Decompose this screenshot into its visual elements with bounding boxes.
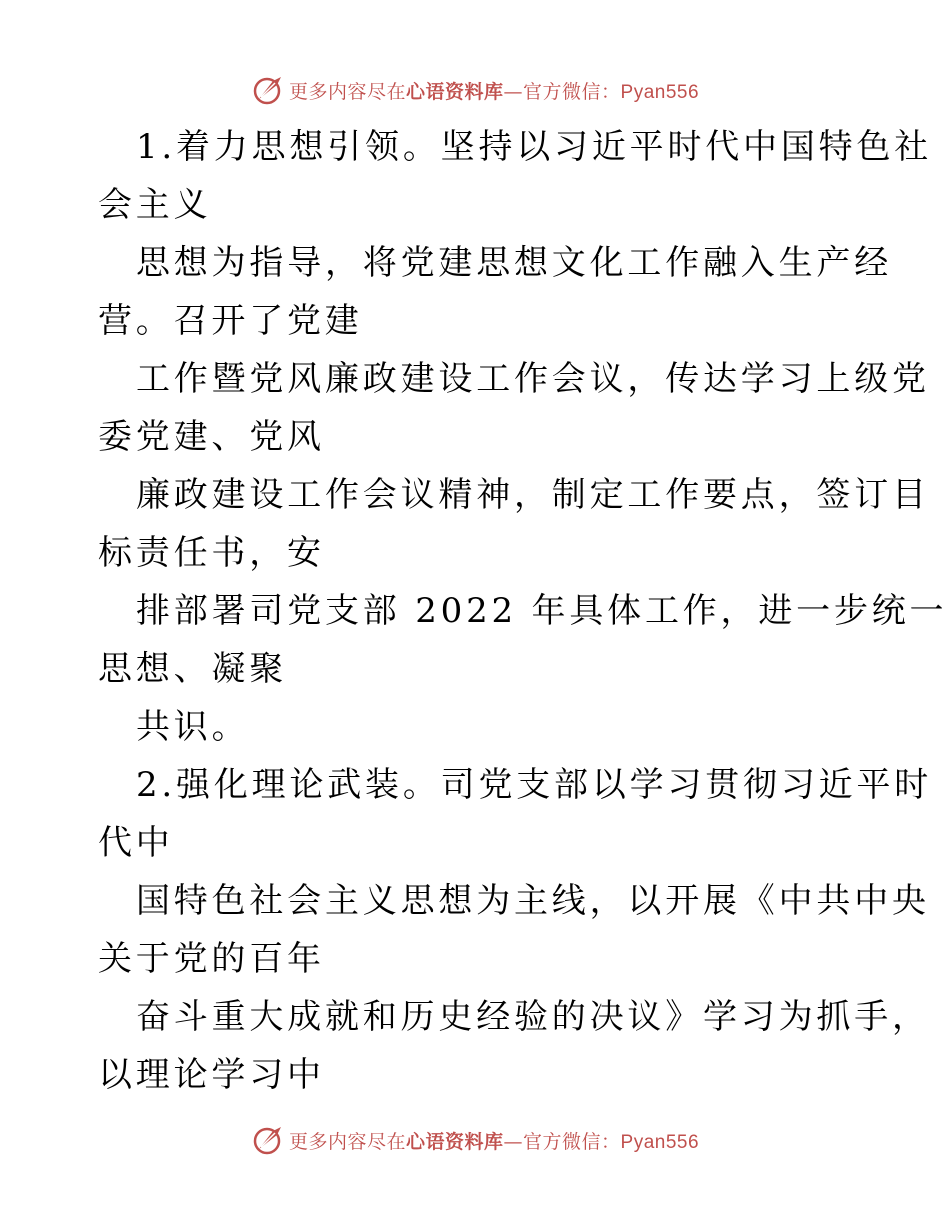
watermark-text <box>289 77 699 104</box>
paragraph <box>98 234 892 350</box>
paragraph <box>98 756 933 872</box>
watermark-account: Pyan556 <box>620 81 700 103</box>
paragraph <box>98 466 930 582</box>
watermark-brand: 心语资料库 <box>405 1130 504 1153</box>
paragraph <box>98 582 948 698</box>
text-line: 国特色社会主义思想为主线，以开展《中共中央 <box>136 881 930 921</box>
text-line: 共识。 <box>136 707 250 747</box>
paragraph <box>98 350 930 466</box>
paragraph <box>98 988 930 1104</box>
text-line: 奋斗重大成就和历史经验的决议》学习为抓手， <box>136 997 930 1037</box>
document-body <box>98 118 948 1104</box>
paragraph <box>98 698 858 756</box>
text-line: 委党建、党风 <box>98 417 325 457</box>
text-line: 思想为指导，将党建思想文化工作融入生产经 <box>136 243 892 283</box>
watermark-suffix: —官方微信： <box>503 80 621 103</box>
feather-pen-logo-icon <box>251 1123 285 1157</box>
text-line: 1.着力思想引领。坚持以习近平时代中国特色社 <box>136 127 933 167</box>
text-line: 营。召开了党建 <box>98 301 363 341</box>
text-line: 排部署司党支部 2022 年具体工作，进一步统一 <box>136 591 948 631</box>
text-line: 代中 <box>98 823 174 863</box>
text-line: 会主义 <box>98 185 212 225</box>
watermark-brand: 心语资料库 <box>405 80 504 103</box>
paragraph <box>98 872 930 988</box>
watermark-footer <box>0 1120 950 1160</box>
text-line: 思想、凝聚 <box>98 649 287 689</box>
watermark-account: Pyan556 <box>620 1131 700 1153</box>
text-line: 以理论学习中 <box>98 1055 325 1095</box>
watermark-prefix: 更多内容尽在 <box>288 80 406 103</box>
text-line: 工作暨党风廉政建设工作会议，传达学习上级党 <box>136 359 930 399</box>
text-line: 关于党的百年 <box>98 939 325 979</box>
text-line: 廉政建设工作会议精神，制定工作要点，签订目 <box>136 475 930 515</box>
paragraph <box>98 118 933 234</box>
text-line: 标责任书，安 <box>98 533 325 573</box>
watermark-text <box>289 1127 699 1154</box>
feather-pen-logo-icon <box>251 73 285 107</box>
watermark-suffix: —官方微信： <box>503 1130 621 1153</box>
watermark-header <box>0 70 950 110</box>
text-line: 2.强化理论武装。司党支部以学习贯彻习近平时 <box>136 765 933 805</box>
watermark-prefix: 更多内容尽在 <box>288 1130 406 1153</box>
